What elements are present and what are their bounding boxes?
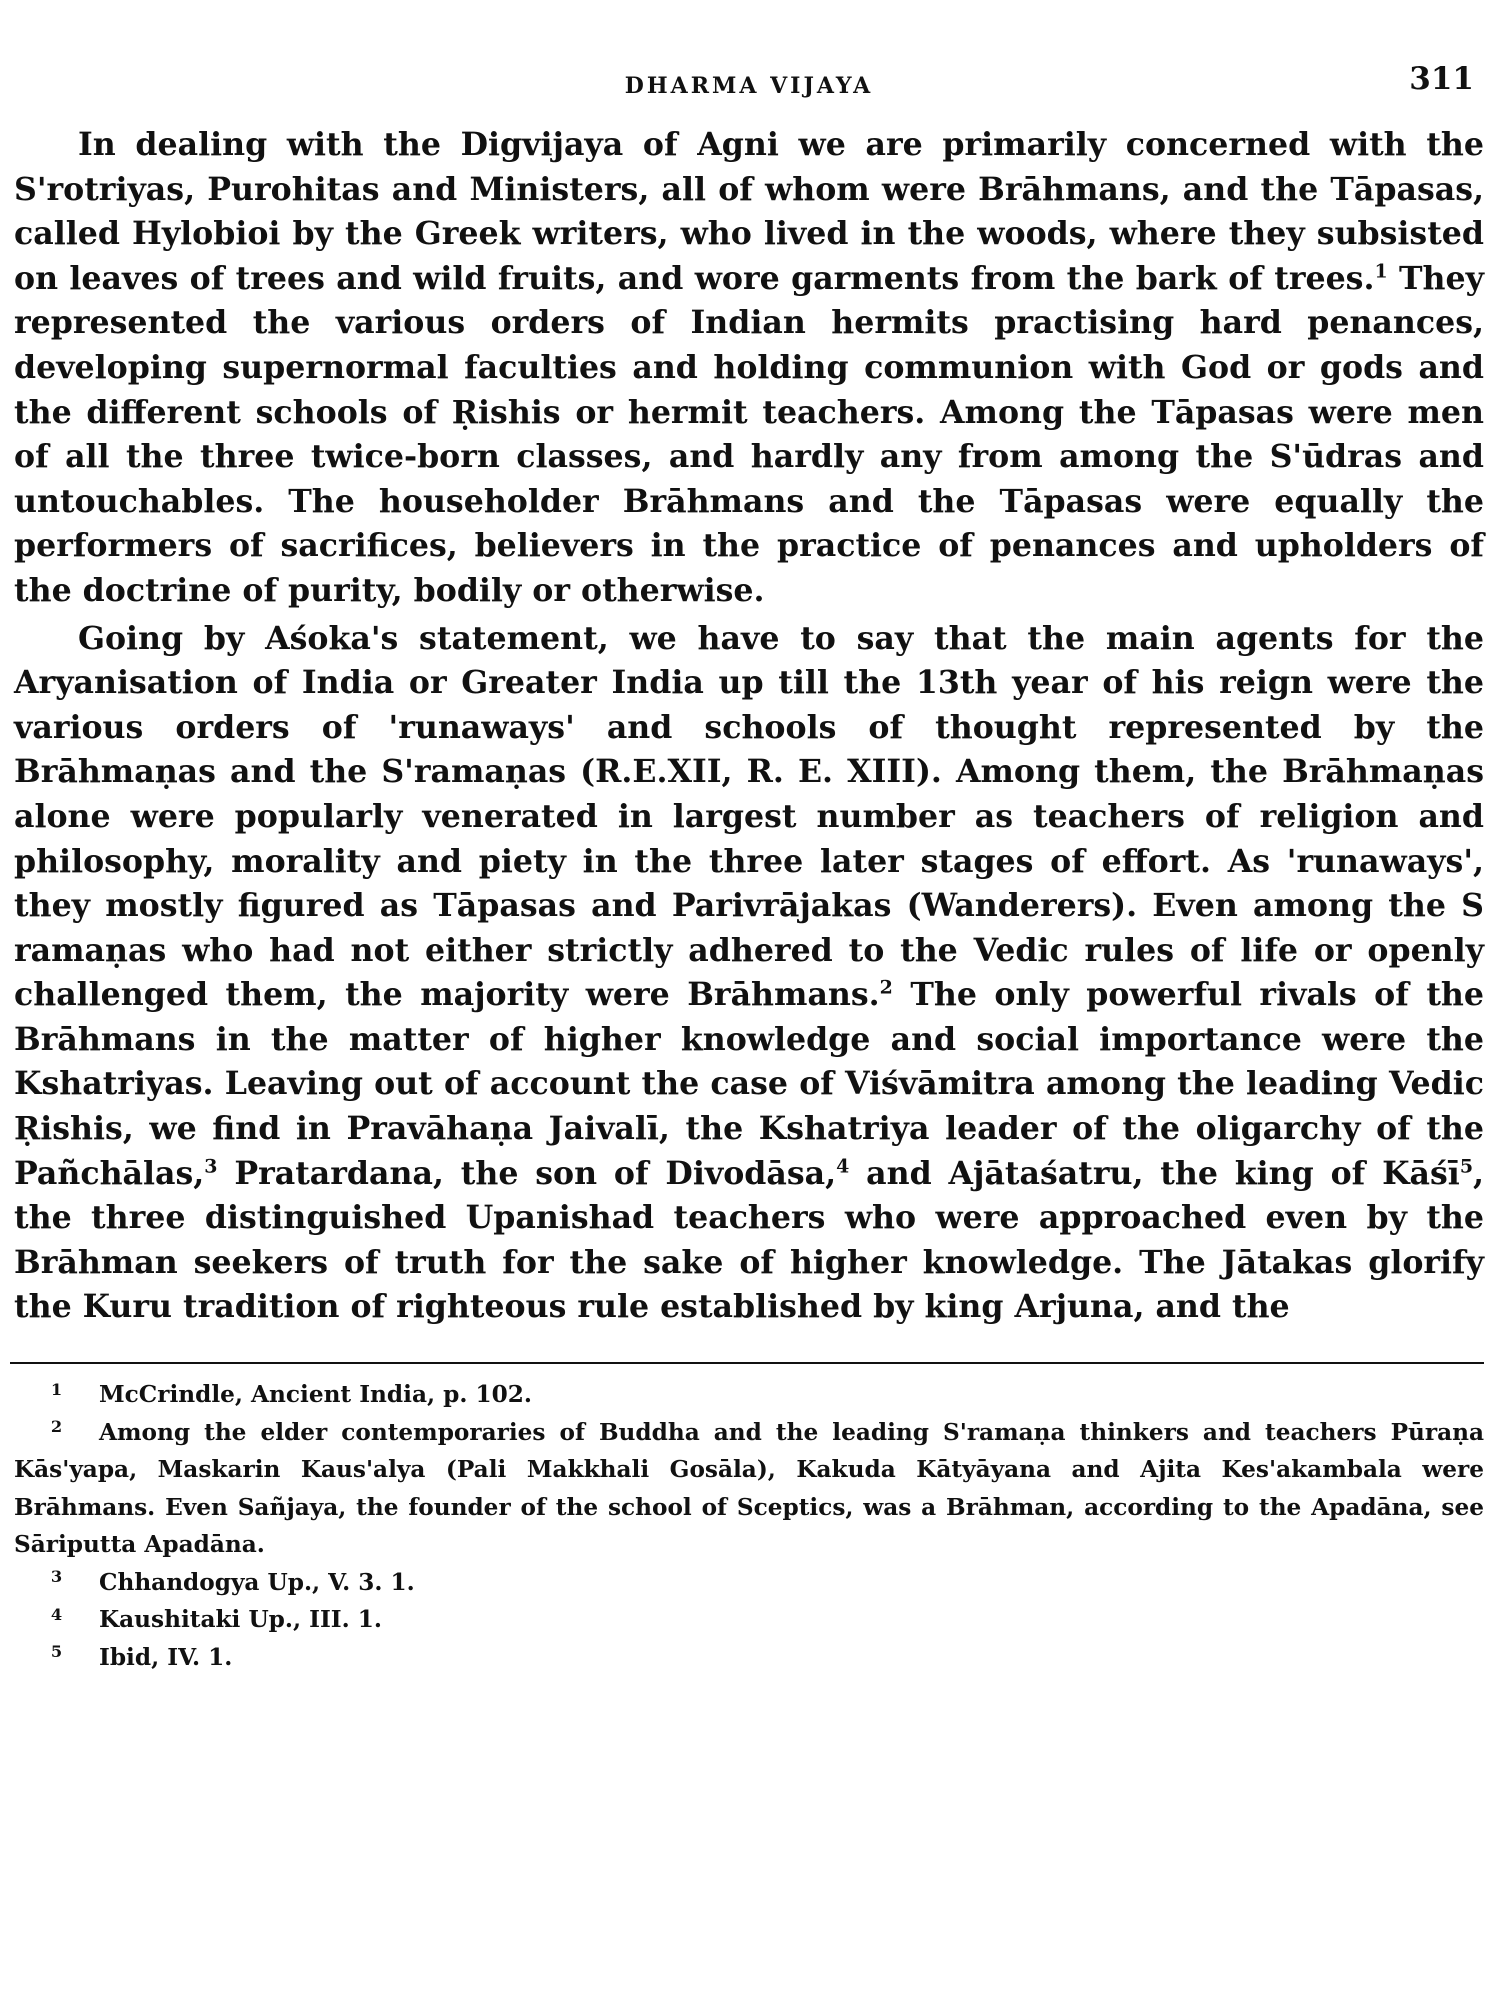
footnote-text: Chhandogya Up., V. 3. 1. [99,1568,415,1596]
footnote-text: Ibid, IV. 1. [99,1643,233,1671]
footnote-ref[interactable]: 2 [879,976,893,999]
paragraph-text: In dealing with the Digvijaya of Agni we are primarily concerned with the S'rotriyas, Purohitas and Ministers, all of whom were Brāhmans, and the Tāpasas, called Hylobioi by the Greek writers, who lived in the woods, where they subsisted on leaves of trees and wild fruits, and wore garments from the bark of trees. [14,126,1484,297]
paragraph-text: Going by Aśoka's statement, we have to say that the main agents for the Aryanisation of India or Greater India up till the 13th year of his reign were the various orders of 'runaways' and schools of thought represented by the Brāhmaṇas and the S'ramaṇas (R.E.XII, R. E. XIII). Among them, the Brāhmaṇas alone were popularly venerated in largest number as teachers of religion and philosophy, morality and piety in the three later stages of effort. As 'runaways', they mostly figured as Tāpasas and Parivrājakas (Wanderers). Even among the S ramaṇas who had not either strictly adhered to the Vedic rules of life or openly challenged them, the majority were Brāhmans. [14,619,1484,1014]
footnote: 2 Among the elder contemporaries of Buddha and the leading S'ramaṇa thinkers and teachers Pūraṇa Kās'yapa, Maskarin Kaus'alya (Pali Makkhali Gosāla), Kakuda Kātyāyana and Ajita Kes'akambala were Brāhmans. Even Sañjaya, the founder of the school of Sceptics, was a Brāhman, according to the Apadāna, see Sāriputta Apadāna. [14,1417,1484,1559]
footnote: 1 McCrindle, Ancient India, p. 102. [50,1379,532,1409]
main-text [14,123,1484,1330]
paragraph-text: The only powerful rivals of the Brāhmans in the matter of higher knowledge and social importance were the Kshatriyas. Leaving out of account the case of Viśvāmitra among the leading Vedic Ṛishis, we find in Pravāhaṇa Jaivalī, the Kshatriya leader of the oligarchy of the Pañchālas, [14,976,1484,1192]
footnote-ref[interactable]: 5 [1459,1155,1474,1178]
footnote: 5 Ibid, IV. 1. [50,1642,233,1671]
footnote: 4 Kaushitaki Up., III. 1. [50,1604,382,1634]
page-number: 311 [1409,61,1474,97]
paragraph-text: They represented the various orders of Indian hermits practising hard penances, developing supernormal faculties and holding communion with God or gods and the different schools of Ṛishis or hermit teachers. Among the Tāpasas were men of all the three twice-born classes, and hardly any from among the S'ūdras and untouchables. The householder Brāhmans and the Tāpasas were equally the performers of sacrifices, believers in the practice of penances and upholders of the doctrine of purity, bodily or otherwise. [14,259,1484,609]
footnote: 3 Chhandogya Up., V. 3. 1. [50,1567,415,1596]
paragraph-text: , the three distinguished Upanishad teachers who were approached even by the Brāhman seekers of truth for the sake of higher knowledge. The Jātakas glorify the Kuru tradition of righteous rule established by king Arjuna, and the [14,1154,1485,1326]
footnote-text: McCrindle, Ancient India, p. 102. [99,1381,532,1409]
footnotes [14,1376,1484,1676]
footnote-text: Kaushitaki Up., III. 1. [99,1606,382,1634]
footnote-ref[interactable]: 4 [836,1155,850,1178]
footnote-ref[interactable]: 1 [1374,260,1388,283]
book-page [14,55,1484,1676]
paragraph-text: and Ajātaśatru, the king of Kāśī [849,1154,1460,1192]
page-header [14,55,1484,107]
footnote-divider [10,1362,1484,1364]
footnote-text: Among the elder contemporaries of Buddha and the leading S'ramaṇa thinkers and teachers Pūraṇa Kās'yapa, Maskarin Kaus'alya (Pali Makkhali Gosāla), Kakuda Kātyāyana and Ajita Kes'akambala were Brāhmans. Even Sañjaya, the founder of the school of Sceptics, was a Brāhman, according to the Apadāna, see Sāriputta Apadāna. [14,1418,1484,1559]
paragraph [14,123,1484,614]
running-title: DHARMA VIJAYA [624,73,874,99]
footnote-ref[interactable]: 3 [204,1155,218,1178]
paragraph-text: Pratardana, the son of Divodāsa, [217,1154,837,1192]
paragraph [14,617,1484,1331]
